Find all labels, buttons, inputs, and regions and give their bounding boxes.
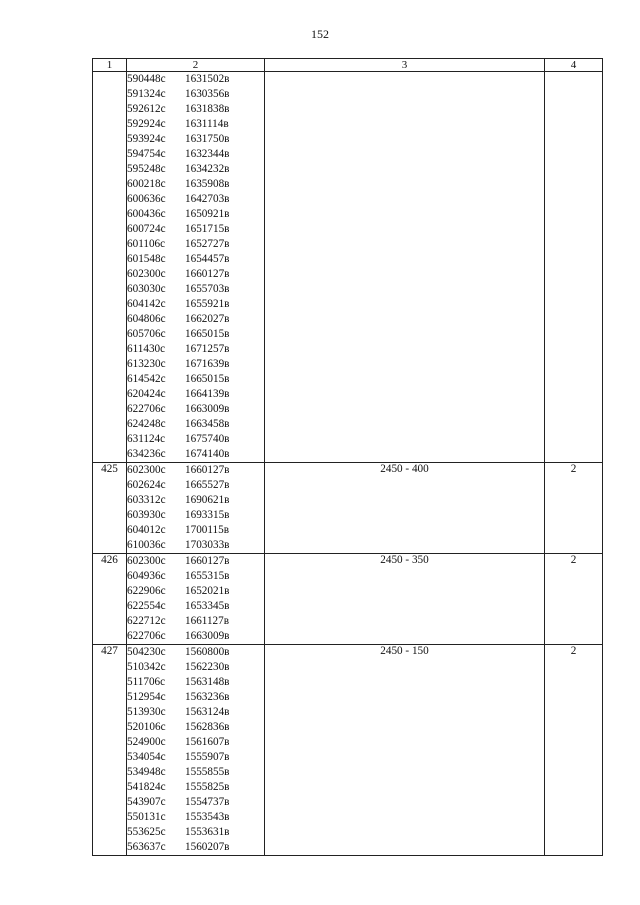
longitude-value: 1661127в [185, 615, 230, 627]
coordinate-pair [127, 387, 264, 402]
latitude-value: 543907с [127, 796, 166, 808]
latitude-value: 602300с [127, 268, 166, 280]
latitude-value: 624248с [127, 418, 166, 430]
longitude-value: 1665015в [185, 373, 230, 385]
longitude-value: 1560207в [185, 841, 230, 853]
longitude-value: 1635908в [185, 178, 230, 190]
row-number [93, 72, 127, 463]
longitude-value: 1653345в [185, 600, 230, 612]
longitude-value: 1693315в [185, 509, 230, 521]
row-number: 426 [93, 554, 127, 645]
longitude-value: 1655703в [185, 283, 230, 295]
coordinate-pair [127, 508, 264, 523]
coordinate-pair [127, 162, 264, 177]
longitude-value: 1555855в [185, 766, 230, 778]
latitude-value: 613230с [127, 358, 166, 370]
latitude-value: 602624с [127, 479, 166, 491]
class-value: 2 [545, 554, 603, 645]
longitude-value: 1664139в [185, 388, 230, 400]
longitude-value: 1674140в [185, 448, 230, 460]
longitude-value: 1634232в [185, 163, 230, 175]
longitude-value: 1555825в [185, 781, 230, 793]
latitude-value: 520106с [127, 721, 166, 733]
coordinate-pair [127, 297, 264, 312]
latitude-value: 610036с [127, 539, 166, 551]
latitude-value: 563637с [127, 841, 166, 853]
longitude-value: 1675740в [185, 433, 230, 445]
longitude-value: 1665015в [185, 328, 230, 340]
latitude-value: 614542с [127, 373, 166, 385]
class-value [545, 72, 603, 463]
coordinate-pair [127, 372, 264, 387]
coordinates-table [92, 58, 603, 856]
coordinate-list [127, 645, 265, 856]
longitude-value: 1650921в [185, 208, 230, 220]
table-row [93, 463, 603, 554]
coordinate-pair [127, 584, 264, 599]
longitude-value: 1665527в [185, 479, 230, 491]
longitude-value: 1563148в [185, 676, 230, 688]
longitude-value: 1655921в [185, 298, 230, 310]
coordinate-pair [127, 192, 264, 207]
latitude-value: 631124с [127, 433, 166, 445]
coordinate-pair [127, 780, 264, 795]
longitude-value: 1700115в [185, 524, 230, 536]
latitude-value: 620424с [127, 388, 166, 400]
longitude-value: 1660127в [185, 555, 230, 567]
altitude-range [265, 72, 545, 463]
table-row [93, 72, 603, 463]
longitude-value: 1631502в [185, 73, 230, 85]
coordinate-pair [127, 147, 264, 162]
coordinate-pair [127, 629, 264, 644]
coordinate-pair [127, 840, 264, 855]
longitude-value: 1631750в [185, 133, 230, 145]
coordinate-pair [127, 102, 264, 117]
coordinate-pair [127, 402, 264, 417]
latitude-value: 541824с [127, 781, 166, 793]
longitude-value: 1655315в [185, 570, 230, 582]
latitude-value: 512954с [127, 691, 166, 703]
latitude-value: 534948с [127, 766, 166, 778]
coordinate-pair [127, 765, 264, 780]
coordinate-pair [127, 132, 264, 147]
longitude-value: 1642703в [185, 193, 230, 205]
header-row [93, 59, 603, 72]
coordinate-pair [127, 675, 264, 690]
latitude-value: 601548с [127, 253, 166, 265]
longitude-value: 1560800в [185, 646, 230, 658]
longitude-value: 1703033в [185, 539, 230, 551]
table-body [93, 72, 603, 856]
coordinate-pair [127, 825, 264, 840]
latitude-value: 604806с [127, 313, 166, 325]
longitude-value: 1562230в [185, 661, 230, 673]
coordinate-pair [127, 705, 264, 720]
latitude-value: 600218с [127, 178, 166, 190]
altitude-range: 2450 - 400 [265, 463, 545, 554]
longitude-value: 1561607в [185, 736, 230, 748]
coordinate-pair [127, 645, 264, 660]
column-header-4: 4 [545, 59, 603, 72]
coordinate-pair [127, 342, 264, 357]
column-header-1: 1 [93, 59, 127, 72]
coordinate-pair [127, 312, 264, 327]
longitude-value: 1630356в [185, 88, 230, 100]
table-row [93, 554, 603, 645]
altitude-range: 2450 - 150 [265, 645, 545, 856]
latitude-value: 602300с [127, 464, 166, 476]
latitude-value: 600636с [127, 193, 166, 205]
coordinate-pair [127, 660, 264, 675]
latitude-value: 622706с [127, 630, 166, 642]
latitude-value: 622706с [127, 403, 166, 415]
latitude-value: 504230с [127, 646, 166, 658]
row-number: 427 [93, 645, 127, 856]
coordinate-pair [127, 237, 264, 252]
longitude-value: 1690621в [185, 494, 230, 506]
coordinate-list [127, 463, 265, 554]
latitude-value: 622554с [127, 600, 166, 612]
longitude-value: 1631838в [185, 103, 230, 115]
coordinate-pair [127, 117, 264, 132]
longitude-value: 1671639в [185, 358, 230, 370]
page-number: 152 [311, 27, 329, 41]
latitude-value: 604936с [127, 570, 166, 582]
longitude-value: 1563236в [185, 691, 230, 703]
latitude-value: 601106с [127, 238, 166, 250]
latitude-value: 604142с [127, 298, 166, 310]
coordinate-pair [127, 252, 264, 267]
longitude-value: 1660127в [185, 464, 230, 476]
altitude-range: 2450 - 350 [265, 554, 545, 645]
coordinate-pair [127, 267, 264, 282]
longitude-value: 1660127в [185, 268, 230, 280]
longitude-value: 1563124в [185, 706, 230, 718]
coordinate-list [127, 554, 265, 645]
latitude-value: 603930с [127, 509, 166, 521]
longitude-value: 1632344в [185, 148, 230, 160]
longitude-value: 1663009в [185, 403, 230, 415]
coordinate-pair [127, 447, 264, 462]
latitude-value: 595248с [127, 163, 166, 175]
longitude-value: 1652021в [185, 585, 230, 597]
coordinate-pair [127, 720, 264, 735]
coordinate-list [127, 72, 265, 463]
latitude-value: 600436с [127, 208, 166, 220]
longitude-value: 1663458в [185, 418, 230, 430]
latitude-value: 611430с [127, 343, 166, 355]
latitude-value: 593924с [127, 133, 166, 145]
latitude-value: 605706с [127, 328, 166, 340]
latitude-value: 592612с [127, 103, 166, 115]
coordinate-pair [127, 478, 264, 493]
latitude-value: 634236с [127, 448, 166, 460]
coordinate-pair [127, 357, 264, 372]
latitude-value: 622712с [127, 615, 166, 627]
latitude-value: 591324с [127, 88, 166, 100]
coordinate-pair [127, 599, 264, 614]
coordinate-pair [127, 735, 264, 750]
coordinate-pair [127, 795, 264, 810]
coordinate-pair [127, 327, 264, 342]
longitude-value: 1663009в [185, 630, 230, 642]
longitude-value: 1654457в [185, 253, 230, 265]
coordinate-pair [127, 87, 264, 102]
latitude-value: 511706с [127, 676, 166, 688]
latitude-value: 603312с [127, 494, 166, 506]
coordinate-pair [127, 177, 264, 192]
row-number: 425 [93, 463, 127, 554]
coordinate-pair [127, 207, 264, 222]
latitude-value: 603030с [127, 283, 166, 295]
coordinate-pair [127, 72, 264, 87]
coordinate-pair [127, 750, 264, 765]
longitude-value: 1652727в [185, 238, 230, 250]
coordinate-pair [127, 417, 264, 432]
longitude-value: 1553631в [185, 826, 230, 838]
coordinate-pair [127, 523, 264, 538]
latitude-value: 600724с [127, 223, 166, 235]
longitude-value: 1671257в [185, 343, 230, 355]
column-header-3: 3 [265, 59, 545, 72]
latitude-value: 550131с [127, 811, 166, 823]
latitude-value: 590448с [127, 73, 166, 85]
coordinate-pair [127, 432, 264, 447]
latitude-value: 622906с [127, 585, 166, 597]
longitude-value: 1651715в [185, 223, 230, 235]
longitude-value: 1553543в [185, 811, 230, 823]
coordinate-pair [127, 222, 264, 237]
longitude-value: 1631114в [185, 118, 229, 130]
class-value: 2 [545, 463, 603, 554]
coordinate-pair [127, 282, 264, 297]
latitude-value: 534054с [127, 751, 166, 763]
longitude-value: 1554737в [185, 796, 230, 808]
coordinate-pair [127, 554, 264, 569]
longitude-value: 1662027в [185, 313, 230, 325]
latitude-value: 604012с [127, 524, 166, 536]
coordinate-pair [127, 690, 264, 705]
latitude-value: 513930с [127, 706, 166, 718]
longitude-value: 1562836в [185, 721, 230, 733]
coordinate-pair [127, 569, 264, 584]
table-row [93, 645, 603, 856]
latitude-value: 510342с [127, 661, 166, 673]
latitude-value: 594754с [127, 148, 166, 160]
column-header-2: 2 [127, 59, 265, 72]
latitude-value: 602300с [127, 555, 166, 567]
coordinate-pair [127, 538, 264, 553]
longitude-value: 1555907в [185, 751, 230, 763]
latitude-value: 553625с [127, 826, 166, 838]
latitude-value: 524900с [127, 736, 166, 748]
latitude-value: 592924с [127, 118, 166, 130]
coordinate-pair [127, 614, 264, 629]
class-value: 2 [545, 645, 603, 856]
coordinate-pair [127, 810, 264, 825]
coordinate-pair [127, 463, 264, 478]
coordinate-pair [127, 493, 264, 508]
